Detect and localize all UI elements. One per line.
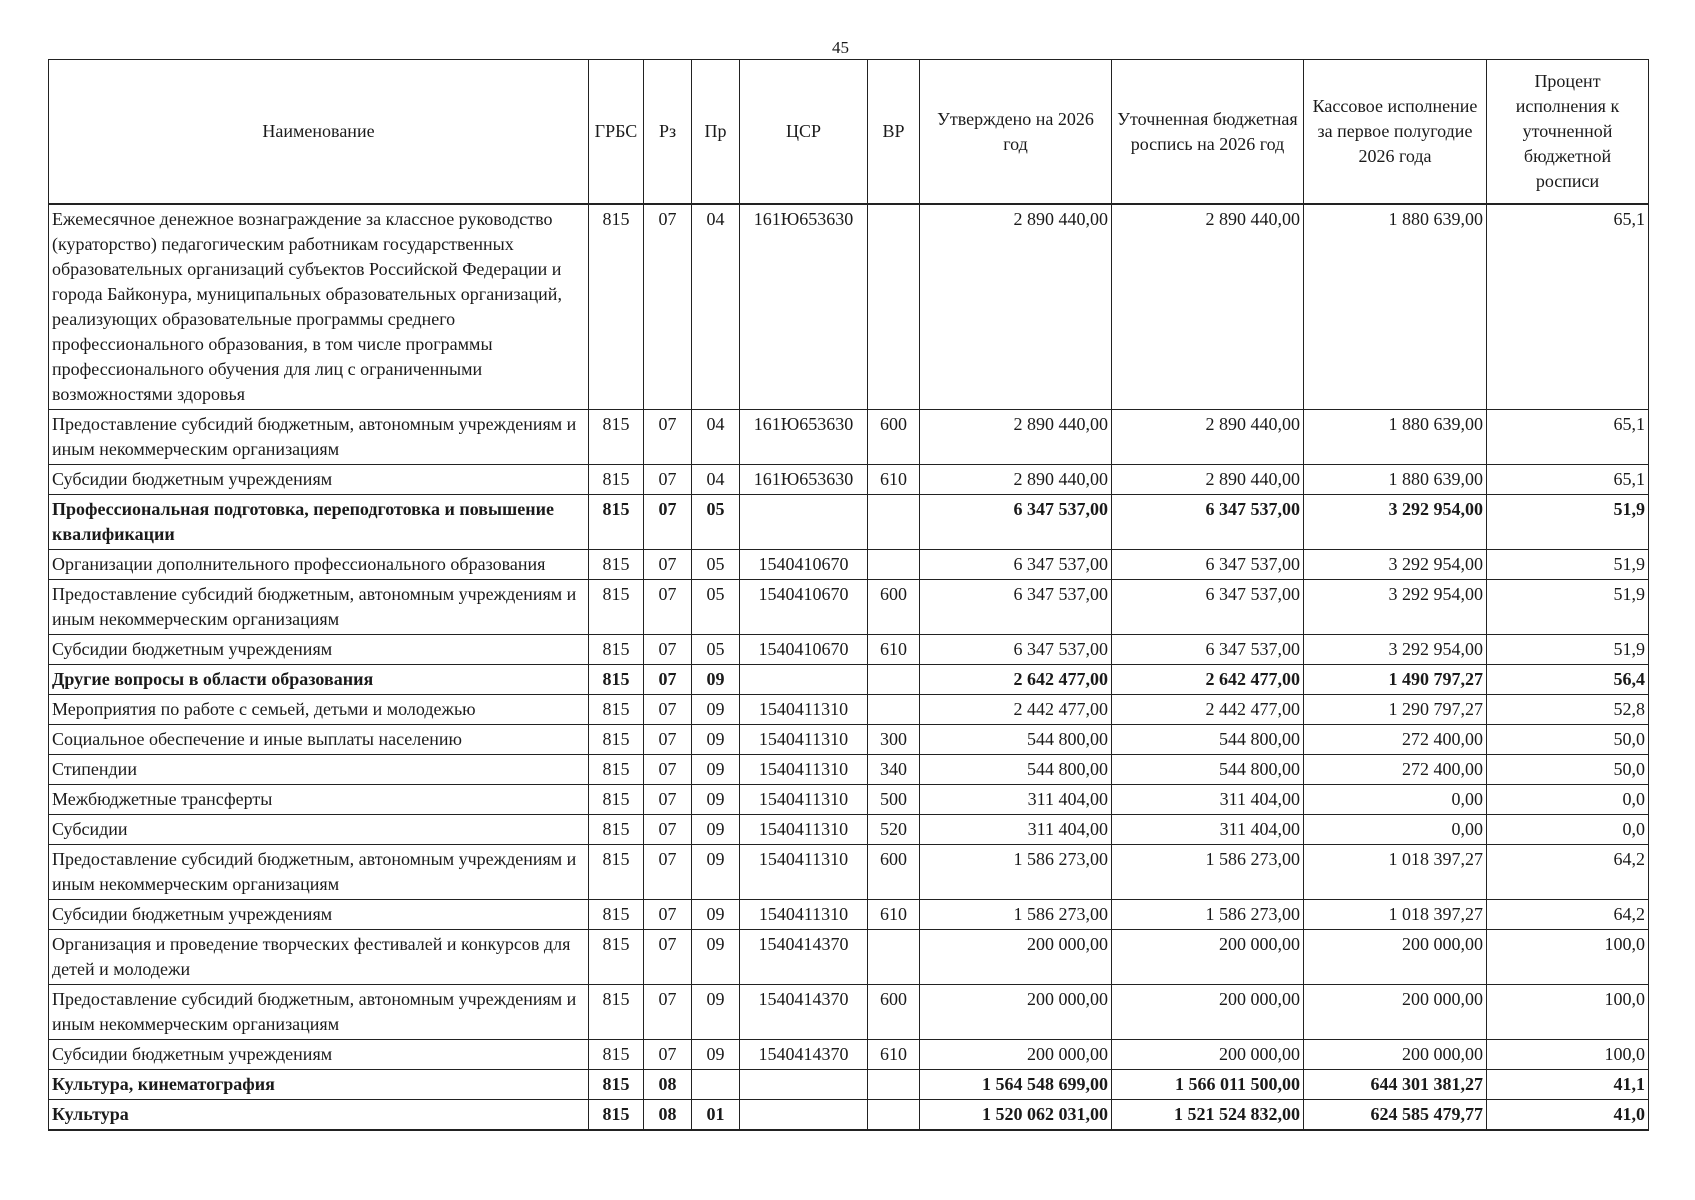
row-grbs-cell: 815 (589, 785, 644, 815)
row-percent-cell: 51,9 (1487, 580, 1649, 635)
row-percent-cell: 41,1 (1487, 1070, 1649, 1100)
row-vr-cell (868, 695, 920, 725)
row-approved-cell: 6 347 537,00 (920, 495, 1112, 550)
row-name-cell: Культура, кинематография (49, 1070, 589, 1100)
row-rz-cell: 07 (644, 695, 692, 725)
row-csr-cell (740, 495, 868, 550)
row-pr-cell: 05 (692, 550, 740, 580)
row-approved-cell: 311 404,00 (920, 815, 1112, 845)
row-csr-cell: 1540411310 (740, 900, 868, 930)
row-cash-cell: 200 000,00 (1304, 1040, 1487, 1070)
table-row (49, 665, 1649, 695)
row-vr-cell: 610 (868, 1040, 920, 1070)
row-percent-cell: 65,1 (1487, 465, 1649, 495)
row-approved-cell: 1 586 273,00 (920, 845, 1112, 900)
row-name-cell: Субсидии бюджетным учреждениям (49, 900, 589, 930)
row-cash-cell: 644 301 381,27 (1304, 1070, 1487, 1100)
row-approved-cell: 6 347 537,00 (920, 550, 1112, 580)
row-cash-cell: 272 400,00 (1304, 755, 1487, 785)
row-vr-cell: 600 (868, 410, 920, 465)
header-refined: Уточненная бюджетная роспись на 2026 год (1112, 60, 1304, 205)
row-vr-cell: 600 (868, 985, 920, 1040)
row-approved-cell: 1 586 273,00 (920, 900, 1112, 930)
row-approved-cell: 1 520 062 031,00 (920, 1100, 1112, 1131)
row-rz-cell: 07 (644, 900, 692, 930)
row-rz-cell: 08 (644, 1070, 692, 1100)
row-csr-cell: 1540411310 (740, 695, 868, 725)
table-row (49, 695, 1649, 725)
row-cash-cell: 3 292 954,00 (1304, 580, 1487, 635)
table-row (49, 410, 1649, 465)
row-refined-cell: 2 890 440,00 (1112, 410, 1304, 465)
row-approved-cell: 2 642 477,00 (920, 665, 1112, 695)
row-rz-cell: 07 (644, 785, 692, 815)
row-approved-cell: 2 442 477,00 (920, 695, 1112, 725)
row-csr-cell (740, 665, 868, 695)
row-cash-cell: 1 880 639,00 (1304, 465, 1487, 495)
row-name-cell: Межбюджетные трансферты (49, 785, 589, 815)
row-cash-cell: 0,00 (1304, 785, 1487, 815)
row-percent-cell: 100,0 (1487, 985, 1649, 1040)
row-csr-cell: 161Ю653630 (740, 465, 868, 495)
row-pr-cell: 09 (692, 900, 740, 930)
row-percent-cell: 100,0 (1487, 930, 1649, 985)
row-name-cell: Организация и проведение творческих фестивалей и конкурсов для детей и молодежи (49, 930, 589, 985)
row-approved-cell: 2 890 440,00 (920, 465, 1112, 495)
row-refined-cell: 1 586 273,00 (1112, 900, 1304, 930)
row-approved-cell: 6 347 537,00 (920, 580, 1112, 635)
row-approved-cell: 2 890 440,00 (920, 204, 1112, 410)
row-approved-cell: 544 800,00 (920, 725, 1112, 755)
row-csr-cell: 1540411310 (740, 725, 868, 755)
row-percent-cell: 56,4 (1487, 665, 1649, 695)
header-percent: Процент исполнения к уточненной бюджетной росписи (1487, 60, 1649, 205)
row-name-cell: Предоставление субсидий бюджетным, автономным учреждениям и иным некоммерческим организациям (49, 410, 589, 465)
row-rz-cell: 07 (644, 410, 692, 465)
row-name-cell: Предоставление субсидий бюджетным, автономным учреждениям и иным некоммерческим организациям (49, 985, 589, 1040)
header-grbs: ГРБС (589, 60, 644, 205)
row-refined-cell: 1 586 273,00 (1112, 845, 1304, 900)
budget-execution-table (48, 59, 1649, 1131)
row-cash-cell: 1 880 639,00 (1304, 410, 1487, 465)
row-csr-cell (740, 1100, 868, 1131)
row-refined-cell: 1 566 011 500,00 (1112, 1070, 1304, 1100)
row-name-cell: Субсидии бюджетным учреждениям (49, 635, 589, 665)
row-cash-cell: 1 018 397,27 (1304, 845, 1487, 900)
row-vr-cell: 340 (868, 755, 920, 785)
row-name-cell: Ежемесячное денежное вознаграждение за классное руководство (кураторство) педагогическим работникам государственных образовательных организаций субъектов Российской Федерации и города Байконура, муниципальных образовательных организаций, реализующих образовательные программы среднего профессионального образования, в том числе программы профессионального обучения для лиц с ограниченными возможностями здоровья (49, 204, 589, 410)
row-vr-cell: 500 (868, 785, 920, 815)
row-grbs-cell: 815 (589, 465, 644, 495)
table-row (49, 815, 1649, 845)
row-csr-cell: 161Ю653630 (740, 204, 868, 410)
table-row (49, 635, 1649, 665)
row-refined-cell: 6 347 537,00 (1112, 495, 1304, 550)
row-grbs-cell: 815 (589, 845, 644, 900)
row-percent-cell: 50,0 (1487, 725, 1649, 755)
row-pr-cell: 04 (692, 204, 740, 410)
row-vr-cell: 300 (868, 725, 920, 755)
row-csr-cell: 161Ю653630 (740, 410, 868, 465)
row-cash-cell: 3 292 954,00 (1304, 550, 1487, 580)
row-percent-cell: 64,2 (1487, 845, 1649, 900)
row-pr-cell: 09 (692, 755, 740, 785)
row-grbs-cell: 815 (589, 495, 644, 550)
table-row (49, 900, 1649, 930)
table-row (49, 465, 1649, 495)
table-row (49, 550, 1649, 580)
row-vr-cell: 600 (868, 580, 920, 635)
row-cash-cell: 1 018 397,27 (1304, 900, 1487, 930)
row-refined-cell: 1 521 524 832,00 (1112, 1100, 1304, 1131)
row-cash-cell: 200 000,00 (1304, 930, 1487, 985)
table-row (49, 845, 1649, 900)
table-row (49, 495, 1649, 550)
row-name-cell: Культура (49, 1100, 589, 1131)
row-rz-cell: 07 (644, 465, 692, 495)
row-vr-cell: 610 (868, 900, 920, 930)
row-grbs-cell: 815 (589, 550, 644, 580)
row-csr-cell: 1540414370 (740, 985, 868, 1040)
row-refined-cell: 200 000,00 (1112, 930, 1304, 985)
row-refined-cell: 6 347 537,00 (1112, 550, 1304, 580)
row-refined-cell: 6 347 537,00 (1112, 635, 1304, 665)
row-pr-cell: 09 (692, 785, 740, 815)
row-approved-cell: 2 890 440,00 (920, 410, 1112, 465)
row-name-cell: Другие вопросы в области образования (49, 665, 589, 695)
row-cash-cell: 0,00 (1304, 815, 1487, 845)
row-cash-cell: 1 490 797,27 (1304, 665, 1487, 695)
row-refined-cell: 200 000,00 (1112, 1040, 1304, 1070)
row-percent-cell: 100,0 (1487, 1040, 1649, 1070)
row-refined-cell: 2 890 440,00 (1112, 465, 1304, 495)
row-rz-cell: 07 (644, 930, 692, 985)
row-csr-cell: 1540411310 (740, 845, 868, 900)
row-refined-cell: 2 890 440,00 (1112, 204, 1304, 410)
row-approved-cell: 200 000,00 (920, 930, 1112, 985)
row-vr-cell (868, 1100, 920, 1131)
row-pr-cell (692, 1070, 740, 1100)
row-rz-cell: 07 (644, 550, 692, 580)
header-rz: Рз (644, 60, 692, 205)
row-rz-cell: 07 (644, 635, 692, 665)
row-refined-cell: 311 404,00 (1112, 785, 1304, 815)
header-csr: ЦСР (740, 60, 868, 205)
row-pr-cell: 09 (692, 725, 740, 755)
row-csr-cell: 1540410670 (740, 635, 868, 665)
row-grbs-cell: 815 (589, 204, 644, 410)
row-pr-cell: 04 (692, 465, 740, 495)
row-approved-cell: 311 404,00 (920, 785, 1112, 815)
row-vr-cell (868, 204, 920, 410)
header-cash: Кассовое исполнение за первое полугодие 2026 года (1304, 60, 1487, 205)
header-pr: Пр (692, 60, 740, 205)
table-header-row (49, 60, 1649, 205)
table-row (49, 930, 1649, 985)
table-row (49, 755, 1649, 785)
row-pr-cell: 09 (692, 815, 740, 845)
row-pr-cell: 05 (692, 495, 740, 550)
row-percent-cell: 64,2 (1487, 900, 1649, 930)
row-cash-cell: 1 290 797,27 (1304, 695, 1487, 725)
row-pr-cell: 05 (692, 580, 740, 635)
row-grbs-cell: 815 (589, 1070, 644, 1100)
row-vr-cell (868, 550, 920, 580)
row-percent-cell: 50,0 (1487, 755, 1649, 785)
row-grbs-cell: 815 (589, 815, 644, 845)
row-name-cell: Стипендии (49, 755, 589, 785)
row-rz-cell: 08 (644, 1100, 692, 1131)
row-pr-cell: 01 (692, 1100, 740, 1131)
row-name-cell: Мероприятия по работе с семьей, детьми и молодежью (49, 695, 589, 725)
row-refined-cell: 2 642 477,00 (1112, 665, 1304, 695)
table-row (49, 785, 1649, 815)
row-cash-cell: 272 400,00 (1304, 725, 1487, 755)
row-vr-cell (868, 495, 920, 550)
row-vr-cell: 520 (868, 815, 920, 845)
header-name: Наименование (49, 60, 589, 205)
row-grbs-cell: 815 (589, 1040, 644, 1070)
row-grbs-cell: 815 (589, 900, 644, 930)
row-name-cell: Субсидии бюджетным учреждениям (49, 465, 589, 495)
row-vr-cell: 610 (868, 635, 920, 665)
row-percent-cell: 51,9 (1487, 550, 1649, 580)
row-refined-cell: 544 800,00 (1112, 725, 1304, 755)
row-rz-cell: 07 (644, 815, 692, 845)
row-rz-cell: 07 (644, 1040, 692, 1070)
row-pr-cell: 09 (692, 985, 740, 1040)
table-row (49, 725, 1649, 755)
row-pr-cell: 09 (692, 695, 740, 725)
row-rz-cell: 07 (644, 985, 692, 1040)
row-grbs-cell: 815 (589, 725, 644, 755)
page-number: 45 (832, 38, 849, 57)
row-refined-cell: 200 000,00 (1112, 985, 1304, 1040)
row-rz-cell: 07 (644, 665, 692, 695)
row-cash-cell: 3 292 954,00 (1304, 495, 1487, 550)
row-name-cell: Субсидии (49, 815, 589, 845)
row-csr-cell: 1540411310 (740, 755, 868, 785)
row-vr-cell: 600 (868, 845, 920, 900)
row-percent-cell: 0,0 (1487, 815, 1649, 845)
row-vr-cell: 610 (868, 465, 920, 495)
row-grbs-cell: 815 (589, 1100, 644, 1131)
row-approved-cell: 200 000,00 (920, 985, 1112, 1040)
row-approved-cell: 6 347 537,00 (920, 635, 1112, 665)
row-grbs-cell: 815 (589, 580, 644, 635)
row-percent-cell: 65,1 (1487, 410, 1649, 465)
row-pr-cell: 09 (692, 665, 740, 695)
row-percent-cell: 51,9 (1487, 495, 1649, 550)
row-percent-cell: 51,9 (1487, 635, 1649, 665)
row-rz-cell: 07 (644, 580, 692, 635)
row-refined-cell: 311 404,00 (1112, 815, 1304, 845)
row-name-cell: Организации дополнительного профессионального образования (49, 550, 589, 580)
header-vr: ВР (868, 60, 920, 205)
row-csr-cell: 1540414370 (740, 930, 868, 985)
row-rz-cell: 07 (644, 845, 692, 900)
row-pr-cell: 04 (692, 410, 740, 465)
row-rz-cell: 07 (644, 495, 692, 550)
row-grbs-cell: 815 (589, 985, 644, 1040)
row-rz-cell: 07 (644, 755, 692, 785)
row-rz-cell: 07 (644, 725, 692, 755)
row-pr-cell: 09 (692, 845, 740, 900)
row-vr-cell (868, 930, 920, 985)
row-name-cell: Субсидии бюджетным учреждениям (49, 1040, 589, 1070)
row-grbs-cell: 815 (589, 930, 644, 985)
row-cash-cell: 200 000,00 (1304, 985, 1487, 1040)
row-pr-cell: 09 (692, 1040, 740, 1070)
row-cash-cell: 1 880 639,00 (1304, 204, 1487, 410)
row-csr-cell: 1540411310 (740, 785, 868, 815)
table-row (49, 1100, 1649, 1131)
row-cash-cell: 624 585 479,77 (1304, 1100, 1487, 1131)
row-name-cell: Предоставление субсидий бюджетным, автономным учреждениям и иным некоммерческим организациям (49, 580, 589, 635)
table-row (49, 204, 1649, 410)
table-body (49, 204, 1649, 1130)
table-row (49, 580, 1649, 635)
row-pr-cell: 09 (692, 930, 740, 985)
row-approved-cell: 200 000,00 (920, 1040, 1112, 1070)
row-refined-cell: 2 442 477,00 (1112, 695, 1304, 725)
header-approved: Утверждено на 2026 год (920, 60, 1112, 205)
row-grbs-cell: 815 (589, 635, 644, 665)
table-row (49, 985, 1649, 1040)
row-csr-cell: 1540414370 (740, 1040, 868, 1070)
row-percent-cell: 0,0 (1487, 785, 1649, 815)
row-approved-cell: 1 564 548 699,00 (920, 1070, 1112, 1100)
row-csr-cell (740, 1070, 868, 1100)
row-grbs-cell: 815 (589, 410, 644, 465)
row-csr-cell: 1540410670 (740, 550, 868, 580)
row-grbs-cell: 815 (589, 755, 644, 785)
row-grbs-cell: 815 (589, 665, 644, 695)
row-csr-cell: 1540411310 (740, 815, 868, 845)
row-name-cell: Профессиональная подготовка, переподготовка и повышение квалификации (49, 495, 589, 550)
row-vr-cell (868, 665, 920, 695)
row-rz-cell: 07 (644, 204, 692, 410)
row-refined-cell: 6 347 537,00 (1112, 580, 1304, 635)
row-approved-cell: 544 800,00 (920, 755, 1112, 785)
row-cash-cell: 3 292 954,00 (1304, 635, 1487, 665)
row-name-cell: Предоставление субсидий бюджетным, автономным учреждениям и иным некоммерческим организациям (49, 845, 589, 900)
row-percent-cell: 52,8 (1487, 695, 1649, 725)
row-name-cell: Социальное обеспечение и иные выплаты населению (49, 725, 589, 755)
table-row (49, 1040, 1649, 1070)
row-refined-cell: 544 800,00 (1112, 755, 1304, 785)
row-csr-cell: 1540410670 (740, 580, 868, 635)
row-vr-cell (868, 1070, 920, 1100)
row-percent-cell: 41,0 (1487, 1100, 1649, 1131)
row-percent-cell: 65,1 (1487, 204, 1649, 410)
row-grbs-cell: 815 (589, 695, 644, 725)
row-pr-cell: 05 (692, 635, 740, 665)
table-row (49, 1070, 1649, 1100)
